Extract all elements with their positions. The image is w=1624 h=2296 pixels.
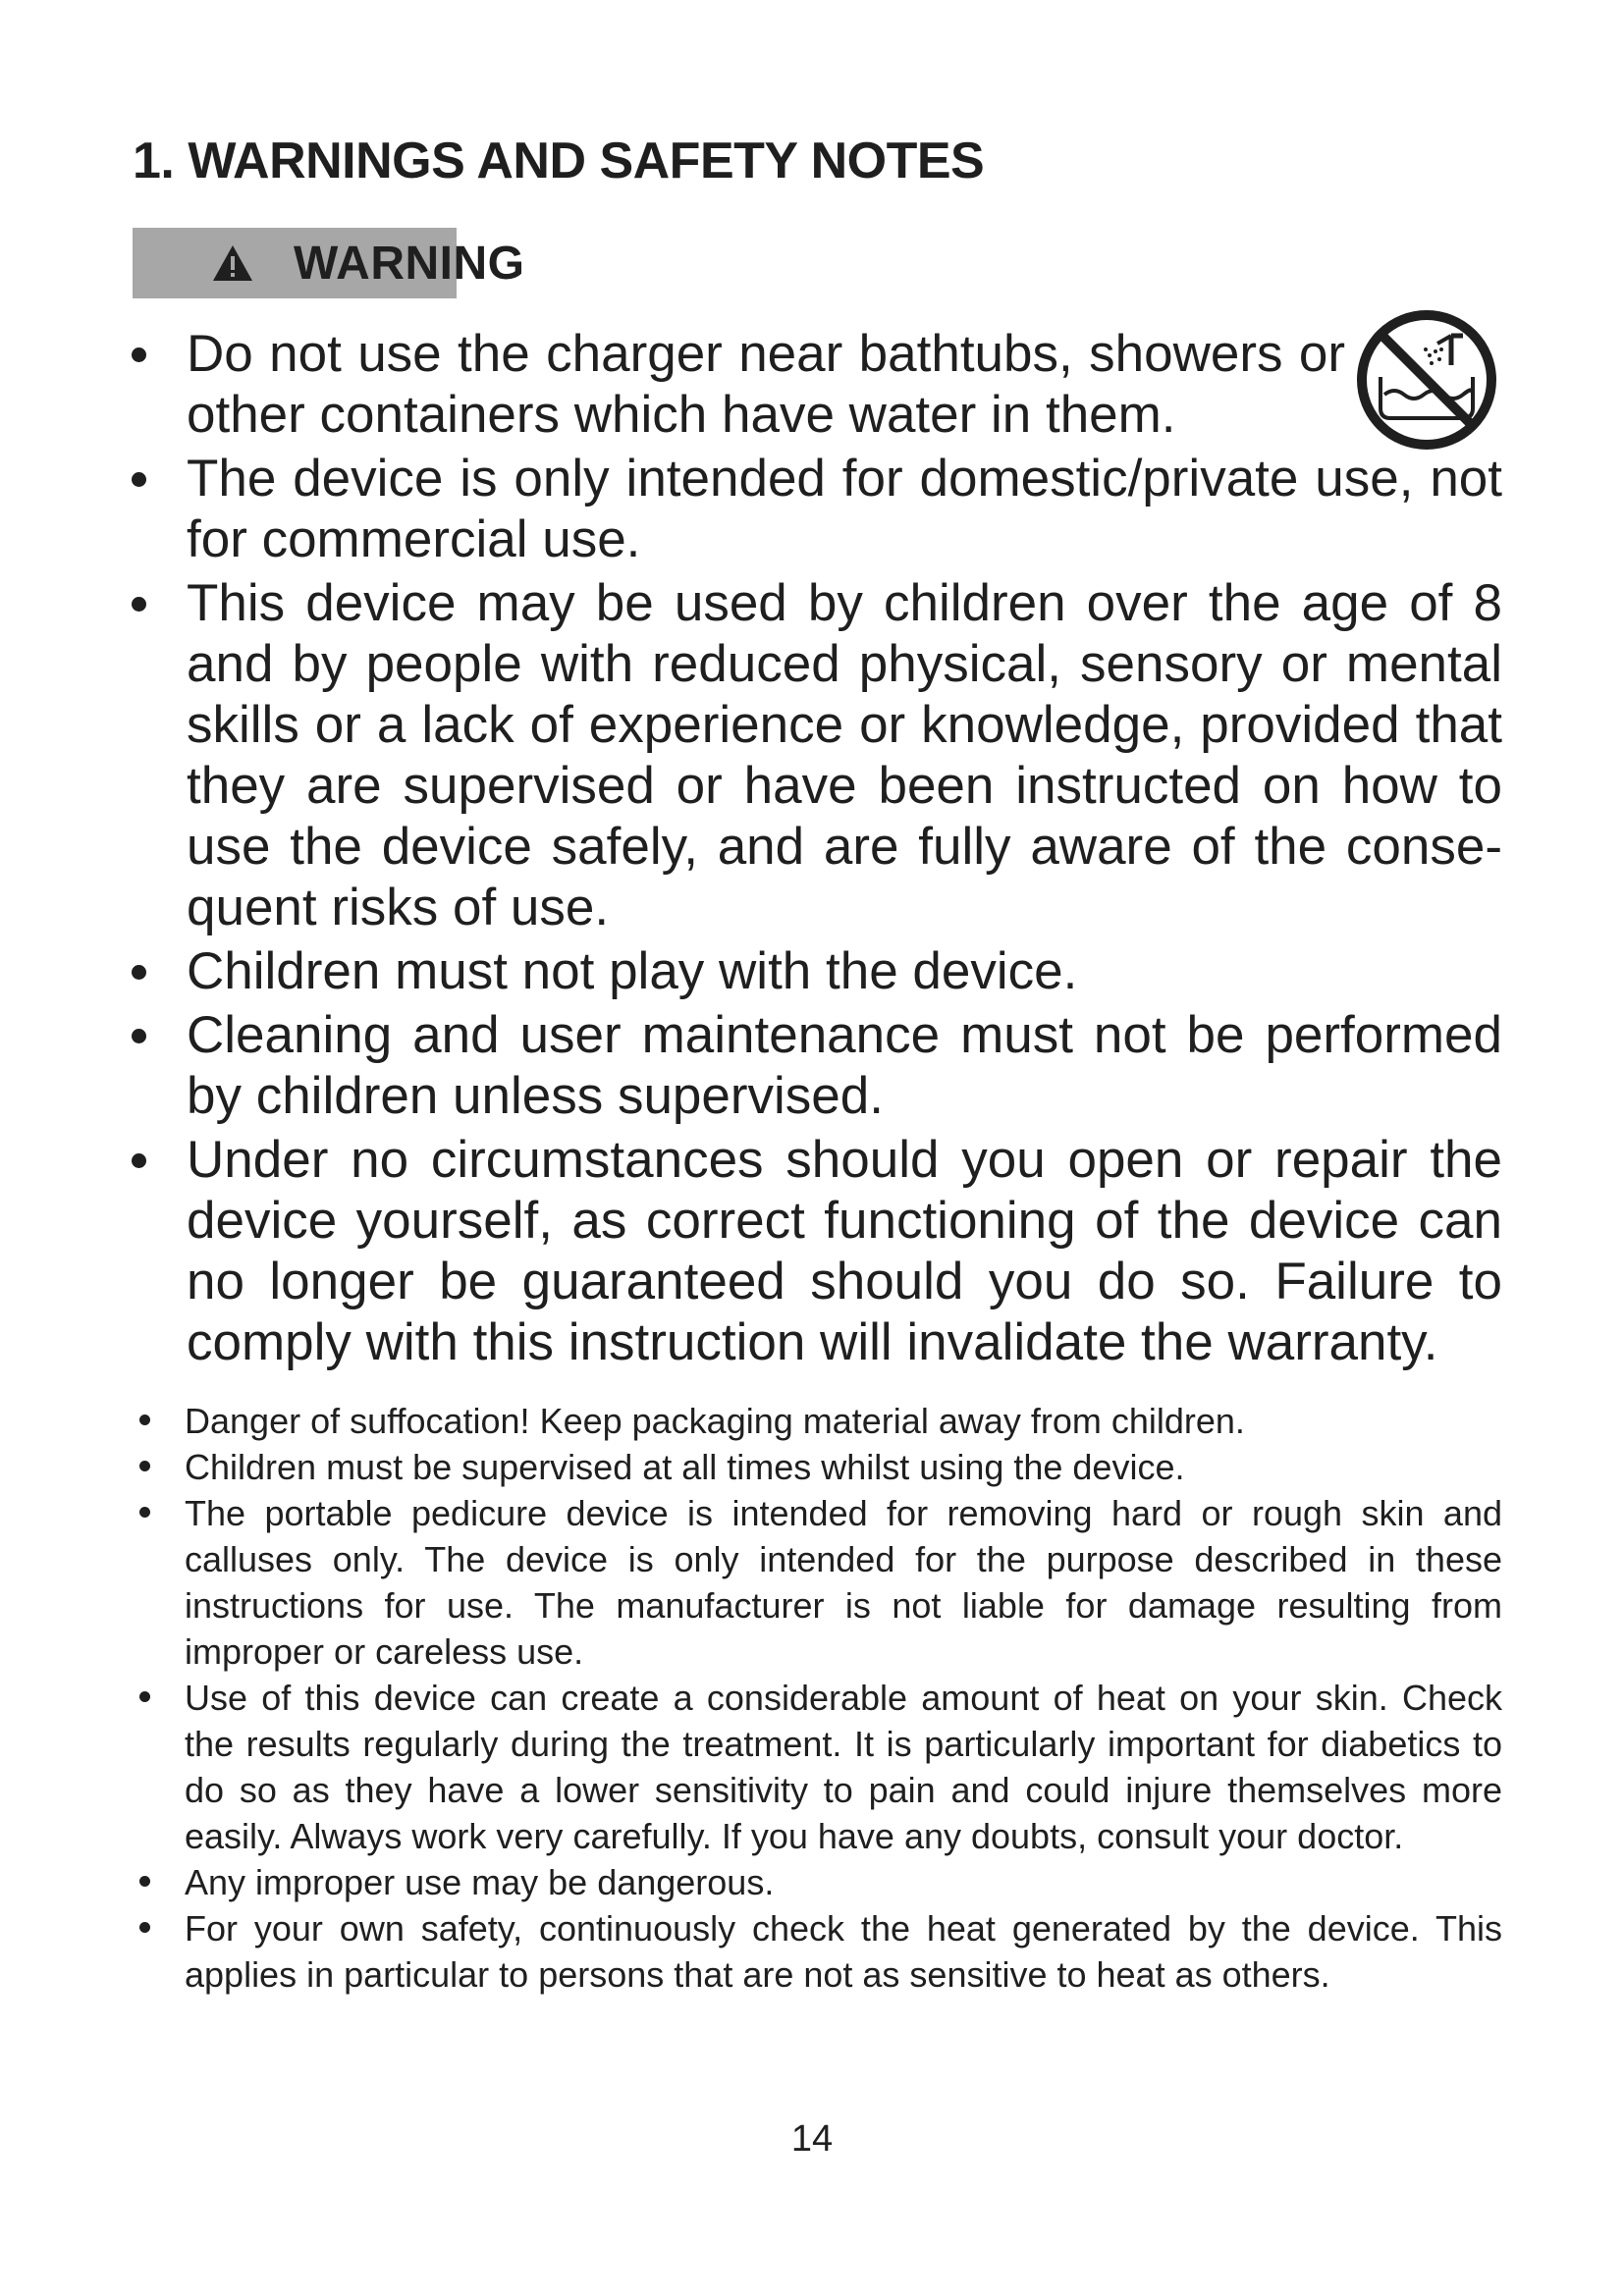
warning-text: For your own safety, continuously check the heat generated by the device. This applies in particular to persons that are not as sensitive to heat as others. [185, 1908, 1502, 1995]
secondary-warning-list [135, 1398, 1502, 1998]
page-number: 14 [790, 2118, 834, 2160]
bullet-icon [132, 965, 146, 980]
warning-text: Cleaning and user maintenance must not be performed by children unless supervised. [187, 1006, 1502, 1125]
warning-text: The device is only intended for domestic/private use, not for commercial use. [187, 450, 1502, 568]
bullet-icon [132, 1153, 146, 1168]
bullet-icon [139, 1876, 150, 1887]
bullet-icon [139, 1922, 150, 1933]
list-item [135, 1675, 1502, 1859]
warning-text: Do not use the charger near bathtubs, showers or other containers which have water in them. [187, 325, 1345, 444]
list-item [128, 941, 1502, 1002]
bullet-icon [132, 347, 146, 362]
list-item [135, 1444, 1502, 1490]
list-item [128, 449, 1502, 570]
list-item [135, 1859, 1502, 1905]
warning-banner [133, 228, 594, 298]
bullet-icon [132, 1029, 146, 1043]
warning-text: Under no circumstances should you open or repair the device yourself, as correct functioning of the device can no longer be guaranteed should you do so. Failure to comply with this instruction will invalidate the warranty. [187, 1131, 1502, 1371]
list-item [135, 1398, 1502, 1444]
bullet-icon [139, 1415, 150, 1425]
warning-text: Use of this device can create a considerable amount of heat on your skin. Check the results regularly during the treatment. It is particularly important for diabetics to do so as they have a lower sensitivity to pain and could injure themselves more easily. Always work very carefully. If you have any doubts, consult your doctor. [185, 1678, 1502, 1856]
list-item [128, 1130, 1502, 1373]
bullet-icon [139, 1461, 150, 1471]
warning-text: Children must not play with the device. [187, 942, 1078, 1000]
list-item [128, 324, 1502, 446]
warning-text: Danger of suffocation! Keep packaging material away from children. [185, 1401, 1245, 1441]
warning-text: Children must be supervised at all times whilst using the device. [185, 1447, 1185, 1487]
list-item [128, 1005, 1502, 1127]
warning-text: This device may be used by children over the age of 8 and by people with reduced physical, sensory or mental skills or a lack of experience or knowledge, provided that they are supervised or have been instructed on how to use the device safely, and are fully aware of the consequent risks of use. [187, 574, 1502, 936]
warning-text: The portable pedicure device is intended for removing hard or rough skin and calluses only. The device is only intended for the purpose described in these instructions for use. The manufacturer is not liable for damage resulting from improper or careless use. [185, 1493, 1502, 1672]
list-item [135, 1490, 1502, 1675]
warning-label: WARNING [294, 237, 525, 290]
list-item [135, 1905, 1502, 1998]
list-item [128, 573, 1502, 938]
section-title: 1. WARNINGS AND SAFETY NOTES [133, 133, 985, 189]
warning-text: Any improper use may be dangerous. [185, 1862, 775, 1902]
bullet-icon [139, 1691, 150, 1702]
bullet-icon [132, 597, 146, 612]
primary-warning-list [128, 324, 1502, 1376]
bullet-icon [132, 472, 146, 487]
bullet-icon [139, 1507, 150, 1518]
warning-triangle-icon [211, 243, 254, 283]
